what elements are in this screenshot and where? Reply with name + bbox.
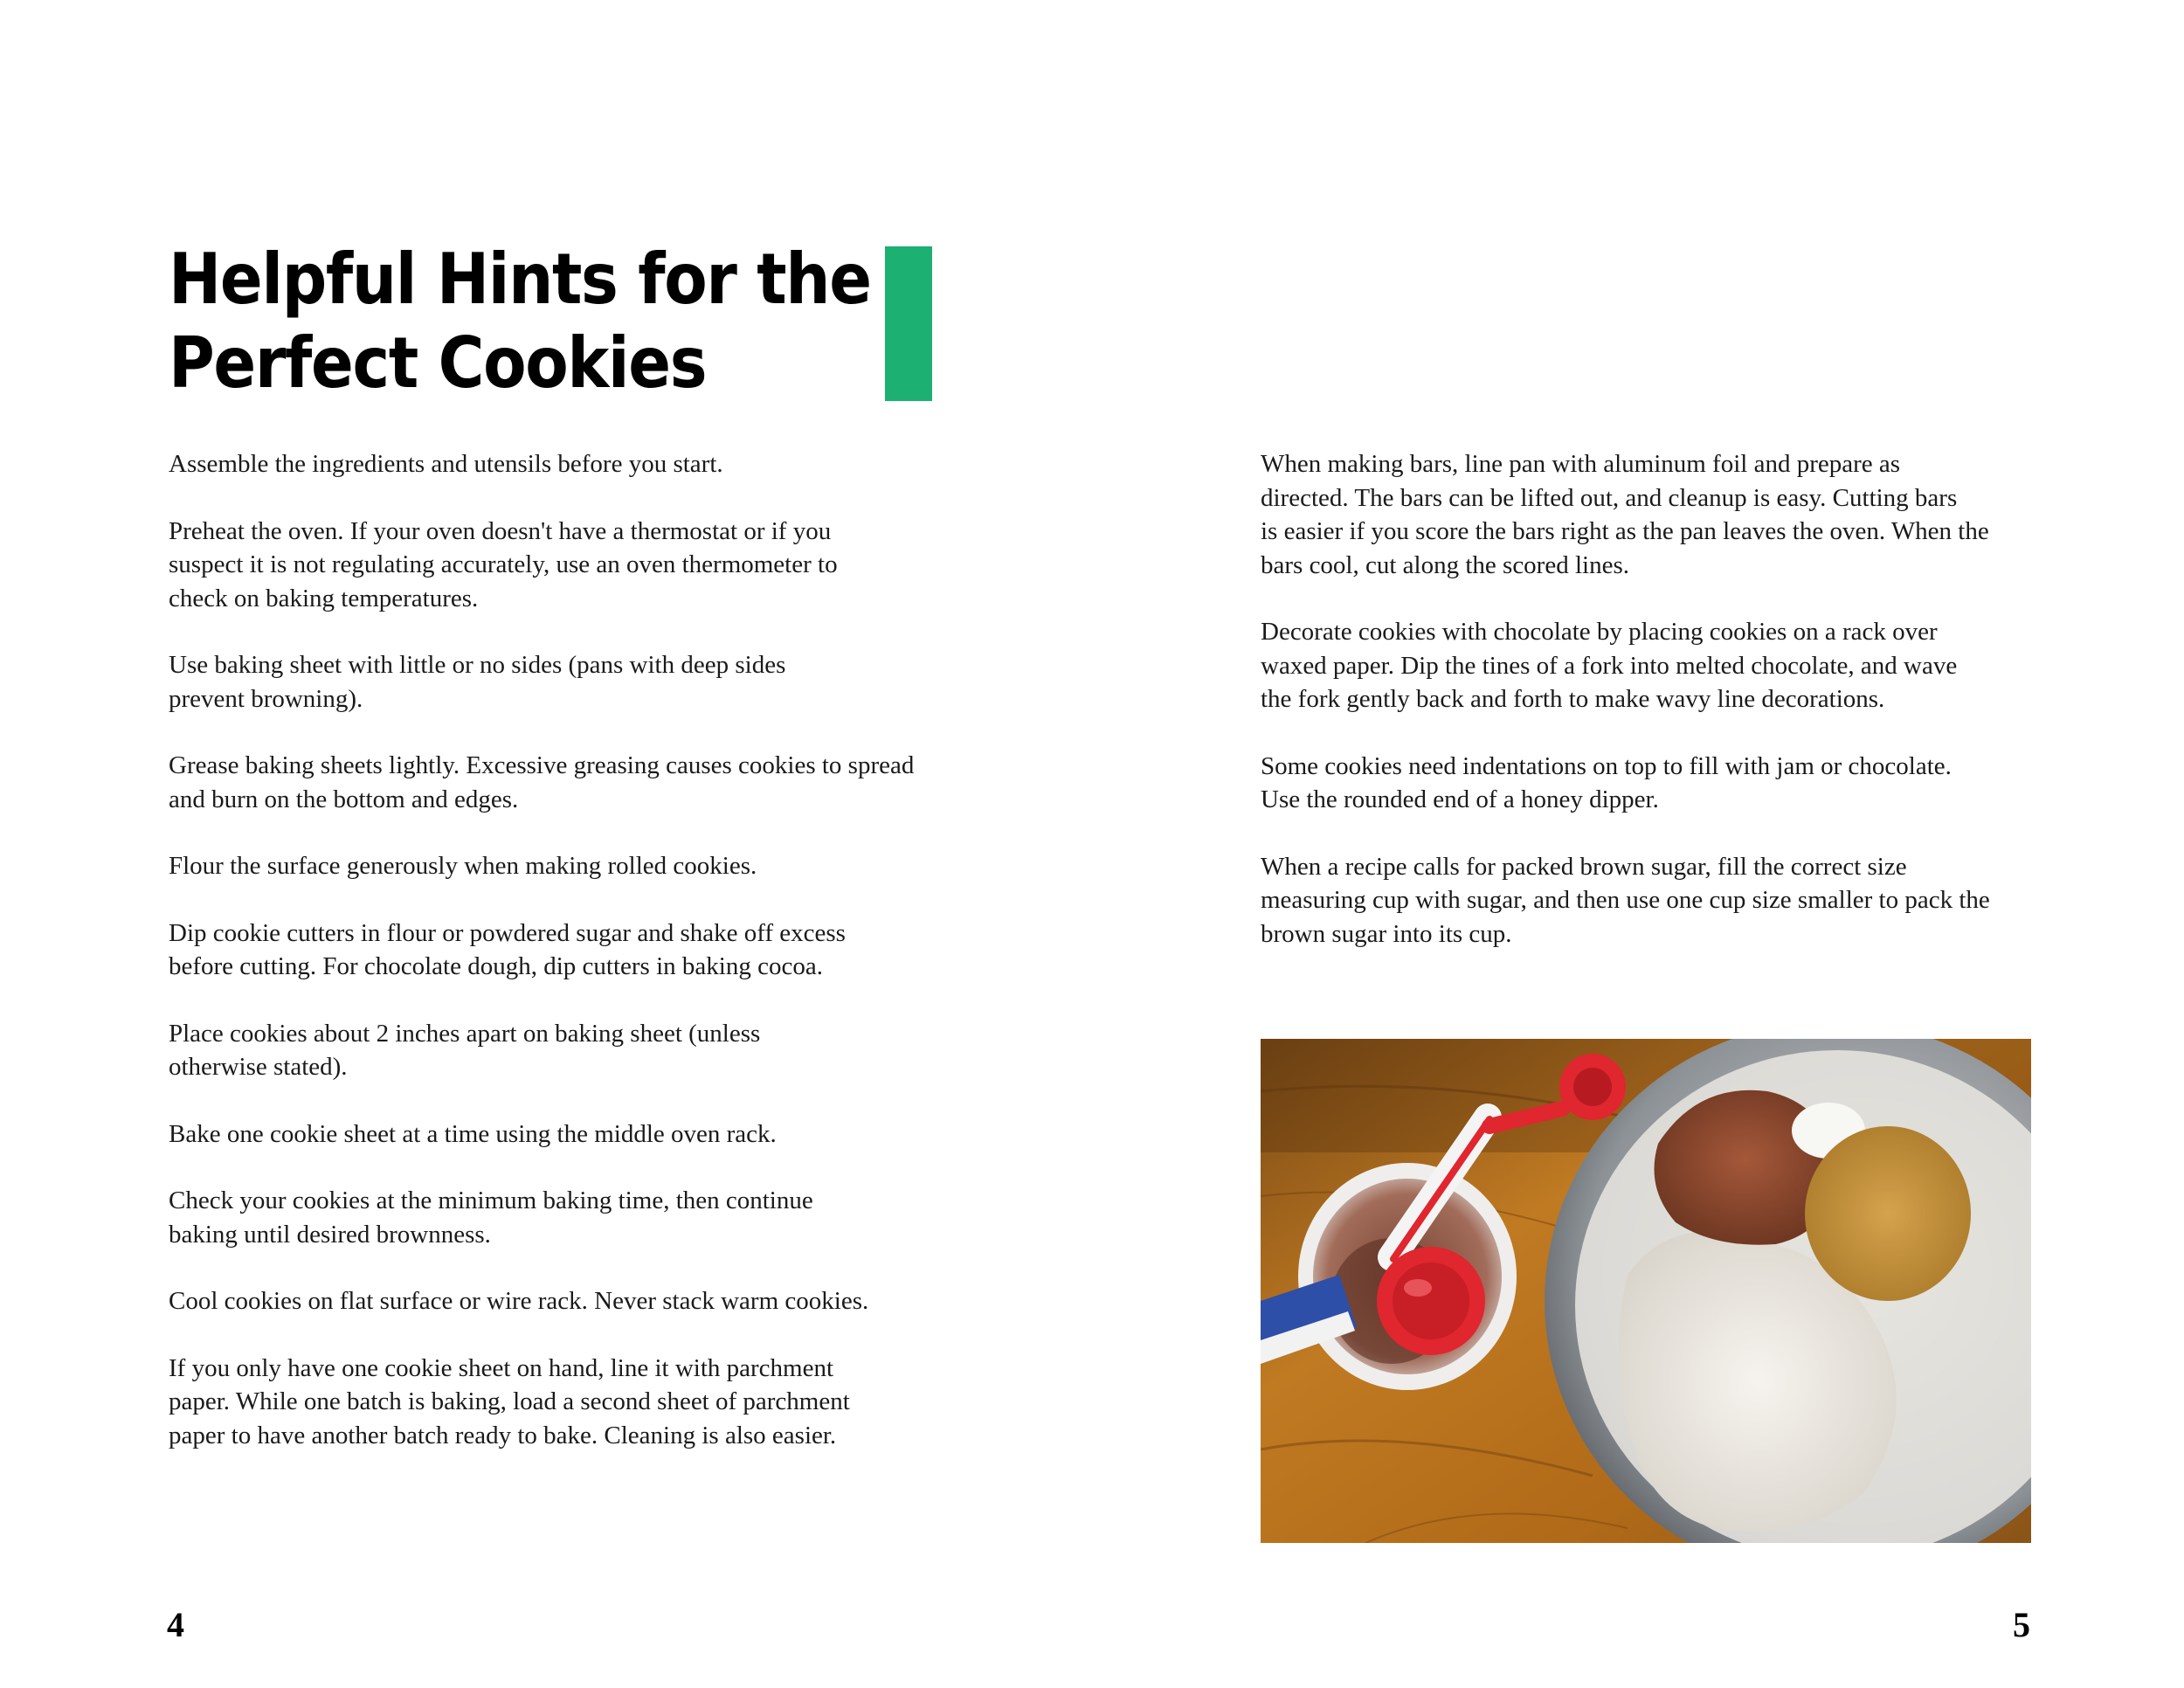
- hint-line: Use the rounded end of a honey dipper.: [1261, 785, 1659, 813]
- hint-paragraph: [169, 1117, 955, 1152]
- title-line: Perfect Cookies: [169, 322, 707, 404]
- hint-paragraph: [169, 1352, 955, 1453]
- hint-paragraph: [169, 849, 955, 883]
- hint-line: before cutting. For chocolate dough, dip cutters in baking cocoa.: [169, 952, 823, 980]
- hint-line: bars cool, cut along the scored lines.: [1261, 550, 1629, 579]
- hint-line: When making bars, line pan with aluminum foil and prepare as: [1261, 450, 1901, 478]
- hint-paragraph: [1261, 850, 2047, 951]
- page-number: 4: [167, 1605, 184, 1644]
- hint-paragraph: [169, 1184, 955, 1251]
- hint-line: Grease baking sheets lightly. Excessive greasing causes cookies to spread: [169, 751, 915, 779]
- hint-line: waxed paper. Dip the tines of a fork into melted chocolate, and wave: [1261, 651, 1958, 680]
- hint-paragraph: [1261, 615, 2047, 716]
- hint-line: Use baking sheet with little or no sides (pans with deep sides: [169, 651, 786, 679]
- hint-line: check on baking temperatures.: [169, 584, 479, 612]
- hint-line: is easier if you score the bars right as the pan leaves the oven. When the: [1261, 517, 1989, 545]
- hint-paragraph: [169, 1017, 955, 1084]
- baking-ingredients-photo: [1261, 1039, 2031, 1543]
- hint-line: directed. The bars can be lifted out, and cleanup is easy. Cutting bars: [1261, 483, 1958, 512]
- hint-line: baking until desired brownness.: [169, 1220, 491, 1249]
- hint-paragraph: [1261, 750, 2047, 817]
- hints-list-right: [1261, 447, 2047, 984]
- hint-line: Decorate cookies with chocolate by placing cookies on a rack over: [1261, 618, 1938, 646]
- hint-line: If you only have one cookie sheet on hand, line it with parchment: [169, 1353, 834, 1382]
- hint-paragraph: [169, 648, 955, 716]
- photo-illustration: [1261, 1039, 2031, 1543]
- hint-line: otherwise stated).: [169, 1053, 348, 1081]
- hint-line: Bake one cookie sheet at a time using the middle oven rack.: [169, 1119, 777, 1148]
- hint-line: paper to have another batch ready to bake. Cleaning is also easier.: [169, 1421, 837, 1449]
- hint-line: Some cookies need indentations on top to fill with jam or chocolate.: [1261, 751, 1952, 780]
- hint-line: Dip cookie cutters in flour or powdered sugar and shake off excess: [169, 918, 846, 947]
- hint-paragraph: [1261, 447, 2047, 582]
- hint-line: brown sugar into its cup.: [1261, 919, 1512, 948]
- hint-line: paper. While one batch is baking, load a second sheet of parchment: [169, 1387, 850, 1415]
- hint-paragraph: [169, 1284, 955, 1318]
- accent-bar: [885, 246, 932, 401]
- hint-line: Place cookies about 2 inches apart on baking sheet (unless: [169, 1019, 761, 1048]
- page-number: 5: [2013, 1605, 2030, 1644]
- hint-paragraph: [169, 515, 955, 616]
- hint-line: When a recipe calls for packed brown sugar, fill the correct size: [1261, 852, 1907, 881]
- hint-line: and burn on the bottom and edges.: [169, 785, 519, 813]
- hint-line: prevent browning).: [169, 684, 363, 713]
- hint-paragraph: [169, 917, 955, 984]
- page-title: [169, 238, 871, 405]
- hint-paragraph: [169, 749, 955, 816]
- hint-line: Flour the surface generously when making rolled cookies.: [169, 852, 757, 880]
- hint-line: Cool cookies on flat surface or wire rack. Never stack warm cookies.: [169, 1287, 869, 1315]
- title-line: Helpful Hints for the: [169, 239, 871, 320]
- hint-line: Preheat the oven. If your oven doesn't have a thermostat or if you: [169, 516, 832, 545]
- right-page: [1092, 0, 2184, 1688]
- hint-line: Check your cookies at the minimum baking time, then continue: [169, 1186, 813, 1214]
- hint-line: measuring cup with sugar, and then use one cup size smaller to pack the: [1261, 886, 1990, 914]
- hint-paragraph: [169, 447, 955, 481]
- hint-line: the fork gently back and forth to make wavy line decorations.: [1261, 685, 1885, 713]
- hints-list-left: [169, 447, 955, 1485]
- brown-sugar: [1805, 1126, 1971, 1301]
- hint-line: Assemble the ingredients and utensils before you start.: [169, 450, 723, 478]
- hint-line: suspect it is not regulating accurately, use an oven thermometer to: [169, 550, 838, 578]
